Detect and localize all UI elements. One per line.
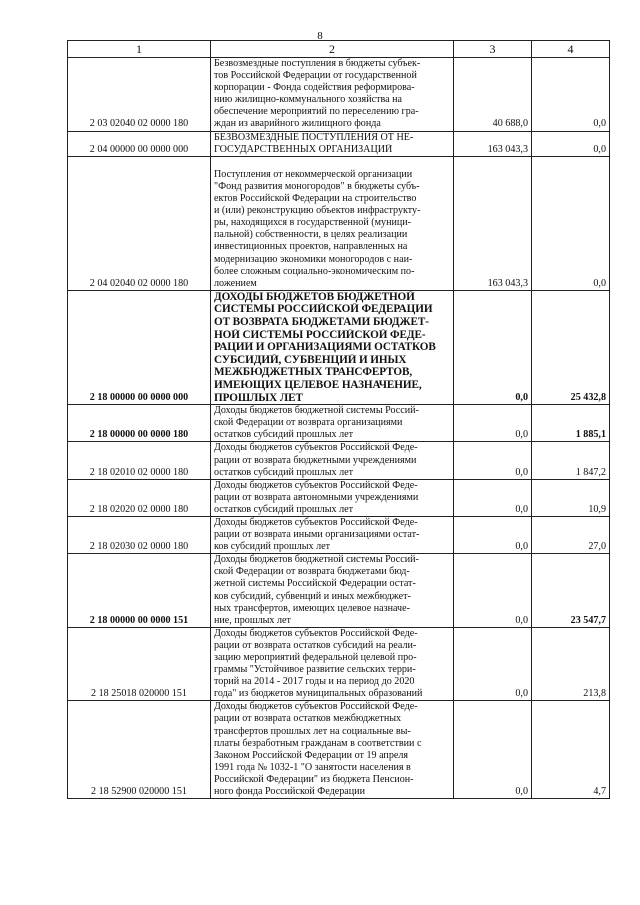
description-line: модернизацию экономики моногородов с наи-: [214, 253, 413, 265]
description-line: ОТ ВОЗВРАТА БЮДЖЕТАМИ БЮДЖЕТ-: [214, 315, 429, 328]
table-row: [68, 131, 610, 156]
column-header: 1: [68, 41, 211, 58]
budget-code: 2 04 00000 00 0000 000: [68, 131, 211, 156]
description-line: ГОСУДАРСТВЕННЫХ ОРГАНИЗАЦИЙ: [214, 143, 393, 155]
description-line: [214, 157, 450, 169]
description-line: корпорации - Фонда содействия реформирова-: [214, 82, 415, 94]
budget-code: 2 18 00000 00 0000 180: [68, 405, 211, 442]
amount-col3: 0,0: [454, 554, 532, 628]
page-number: 8: [317, 30, 323, 42]
amount-col3: 0,0: [454, 290, 532, 404]
table-row: [68, 156, 610, 290]
description-line: инвестиционных проектов, направленных на: [214, 241, 408, 253]
amount-col3: 163 043,3: [454, 131, 532, 156]
description-line: Доходы бюджетов субъектов Российской Феде-: [214, 516, 418, 528]
amount-col3: 40 688,0: [454, 58, 532, 132]
description-line: Доходы бюджетов субъектов Российской Феде-: [214, 479, 418, 491]
table-row: [68, 554, 610, 628]
revenue-description: [211, 627, 454, 701]
amount-col3: 0,0: [454, 516, 532, 553]
description-line: жетной системы Российской Федерации остат-: [214, 578, 416, 590]
description-line: обеспечение мероприятий по переселению гра-: [214, 106, 419, 118]
budget-code: 2 18 00000 00 0000 000: [68, 290, 211, 404]
amount-col3: 0,0: [454, 405, 532, 442]
description-line: более сложным социально-экономическим по-: [214, 265, 415, 277]
revenue-description: [211, 58, 454, 132]
description-line: ного фонда Российской Федерации: [214, 786, 365, 798]
column-header: 3: [454, 41, 532, 58]
revenue-description: [211, 405, 454, 442]
amount-col3: 0,0: [454, 479, 532, 516]
description-line: тов Российской Федерации от государственной: [214, 70, 417, 82]
description-line: платы безработным гражданам в соответствии с: [214, 737, 422, 749]
column-header: 4: [532, 41, 610, 58]
description-line: Законом Российской Федерации от 19 апреля: [214, 749, 409, 761]
amount-col4: 4,7: [532, 701, 610, 799]
table-row: [68, 516, 610, 553]
amount-col4: 10,9: [532, 479, 610, 516]
table-row: [68, 290, 610, 404]
table-row: [68, 701, 610, 799]
description-line: ИМЕЮЩИХ ЦЕЛЕВОЕ НАЗНАЧЕНИЕ,: [214, 378, 422, 391]
description-line: торий на 2014 - 2017 годы и на период до 2020: [214, 676, 415, 688]
description-line: зацию мероприятий федеральной целевой про-: [214, 652, 417, 663]
description-line: остатков субсидий прошлых лет: [214, 429, 353, 441]
description-line: СИСТЕМЫ РОССИЙСКОЙ ФЕДЕРАЦИИ: [214, 303, 433, 316]
revenue-description: [211, 442, 454, 479]
amount-col4: 0,0: [532, 131, 610, 156]
description-line: Доходы бюджетов бюджетной системы Россий-: [214, 554, 419, 566]
amount-col3: 0,0: [454, 442, 532, 479]
amount-col4: 1 885,1: [532, 405, 610, 442]
description-line: остатков субсидий прошлых лет: [214, 503, 353, 515]
description-line: рации от возврата автономными учреждениями: [214, 491, 419, 503]
description-line: рации от возврата остатков межбюджетных: [214, 713, 402, 725]
description-line: ской Федерации от возврата бюджетами бюд-: [214, 566, 410, 578]
table-row: [68, 405, 610, 442]
revenue-description: [211, 290, 454, 404]
description-line: МЕЖБЮДЖЕТНЫХ ТРАНСФЕРТОВ,: [214, 366, 413, 379]
budget-code: 2 18 00000 00 0000 151: [68, 554, 211, 628]
description-line: Доходы бюджетов субъектов Российской Феде-: [214, 627, 418, 639]
description-line: ных трансфертов, имеющих целевое назначе-: [214, 602, 410, 614]
amount-col4: 213,8: [532, 627, 610, 701]
amount-col3: 0,0: [454, 627, 532, 701]
description-line: РАЦИИ И ОРГАНИЗАЦИЯМИ ОСТАТКОВ: [214, 341, 436, 354]
description-line: "Фонд развития моногородов" в бюджеты субъ-: [214, 180, 420, 192]
description-line: Доходы бюджетов субъектов Российской Феде-: [214, 442, 418, 454]
description-line: 1991 года № 1032-1 "О занятости населения в: [214, 761, 411, 773]
budget-code: 2 18 02030 02 0000 180: [68, 516, 211, 553]
budget-code: 2 18 25018 020000 151: [68, 627, 211, 701]
table-row: [68, 442, 610, 479]
description-line: остатков субсидий прошлых лет: [214, 466, 353, 478]
amount-col4: 0,0: [532, 58, 610, 132]
amount-col4: 1 847,2: [532, 442, 610, 479]
revenue-description: [211, 516, 454, 553]
revenue-description: [211, 701, 454, 799]
table-row: [68, 58, 610, 132]
revenue-description: [211, 479, 454, 516]
budget-code: 2 04 02040 02 0000 180: [68, 156, 211, 290]
description-line: Российской Федерации" из бюджета Пенсион-: [214, 773, 414, 785]
column-header: 2: [211, 41, 454, 58]
budget-code: 2 18 52900 020000 151: [68, 701, 211, 799]
description-line: НОЙ СИСТЕМЫ РОССИЙСКОЙ ФЕДЕ-: [214, 328, 426, 341]
description-line: ложением: [214, 277, 257, 289]
amount-col4: 23 547,7: [532, 554, 610, 628]
description-line: ков субсидий, субвенций и иных межбюджет-: [214, 590, 411, 602]
description-line: ждан из аварийного жилищного фонда: [214, 118, 381, 130]
description-line: рации от возврата бюджетными учреждениями: [214, 454, 417, 466]
description-line: ектов Российской Федерации на строительство: [214, 193, 417, 205]
description-line: ков субсидий прошлых лет: [214, 541, 331, 553]
amount-col4: 27,0: [532, 516, 610, 553]
budget-code: 2 18 02010 02 0000 180: [68, 442, 211, 479]
description-line: ДОХОДЫ БЮДЖЕТОВ БЮДЖЕТНОЙ: [214, 290, 415, 303]
table-header-row: [68, 41, 610, 58]
revenue-description: [211, 554, 454, 628]
description-line: БЕЗВОЗМЕЗДНЫЕ ПОСТУПЛЕНИЯ ОТ НЕ-: [214, 131, 414, 143]
budget-code: 2 03 02040 02 0000 180: [68, 58, 211, 132]
amount-col4: 25 432,8: [532, 290, 610, 404]
description-line: и (или) реконструкцию объектов инфраструкту-: [214, 205, 421, 217]
description-line: ние, прошлых лет: [214, 614, 291, 626]
description-line: Доходы бюджетов бюджетной системы Россий-: [214, 405, 419, 417]
description-line: рации от возврата иными организациями остат-: [214, 529, 420, 541]
description-line: пальной) собственности, в целях реализации: [214, 229, 408, 241]
table-row: [68, 479, 610, 516]
revenue-description: [211, 156, 454, 290]
description-line: ской Федерации от возврата организациями: [214, 417, 403, 429]
description-line: ры, находящихся в государственной (муници-: [214, 217, 412, 229]
description-line: нию жилищно-коммунального хозяйства на: [214, 94, 403, 106]
table-row: [68, 627, 610, 701]
budget-code: 2 18 02020 02 0000 180: [68, 479, 211, 516]
revenue-description: [211, 131, 454, 156]
table-body: [68, 58, 610, 799]
description-line: Доходы бюджетов субъектов Российской Феде-: [214, 701, 418, 713]
description-line: трансфертов прошлых лет на социальные вы-: [214, 725, 411, 737]
description-line: года" из бюджетов муниципальных образований: [214, 688, 423, 700]
amount-col3: 0,0: [454, 701, 532, 799]
description-line: ПРОШЛЫХ ЛЕТ: [214, 391, 303, 404]
amount-col3: 163 043,3: [454, 156, 532, 290]
description-line: Безвозмездные поступления в бюджеты субъек-: [214, 58, 421, 69]
description-line: рации от возврата остатков субсидий на реали-: [214, 639, 417, 651]
description-line: граммы "Устойчивое развитие сельских терри-: [214, 664, 416, 676]
amount-col4: 0,0: [532, 156, 610, 290]
revenue-table: [67, 40, 610, 799]
description-line: СУБСИДИЙ, СУБВЕНЦИЙ И ИНЫХ: [214, 353, 407, 366]
description-line: Поступления от некоммерческой организации: [214, 168, 413, 180]
